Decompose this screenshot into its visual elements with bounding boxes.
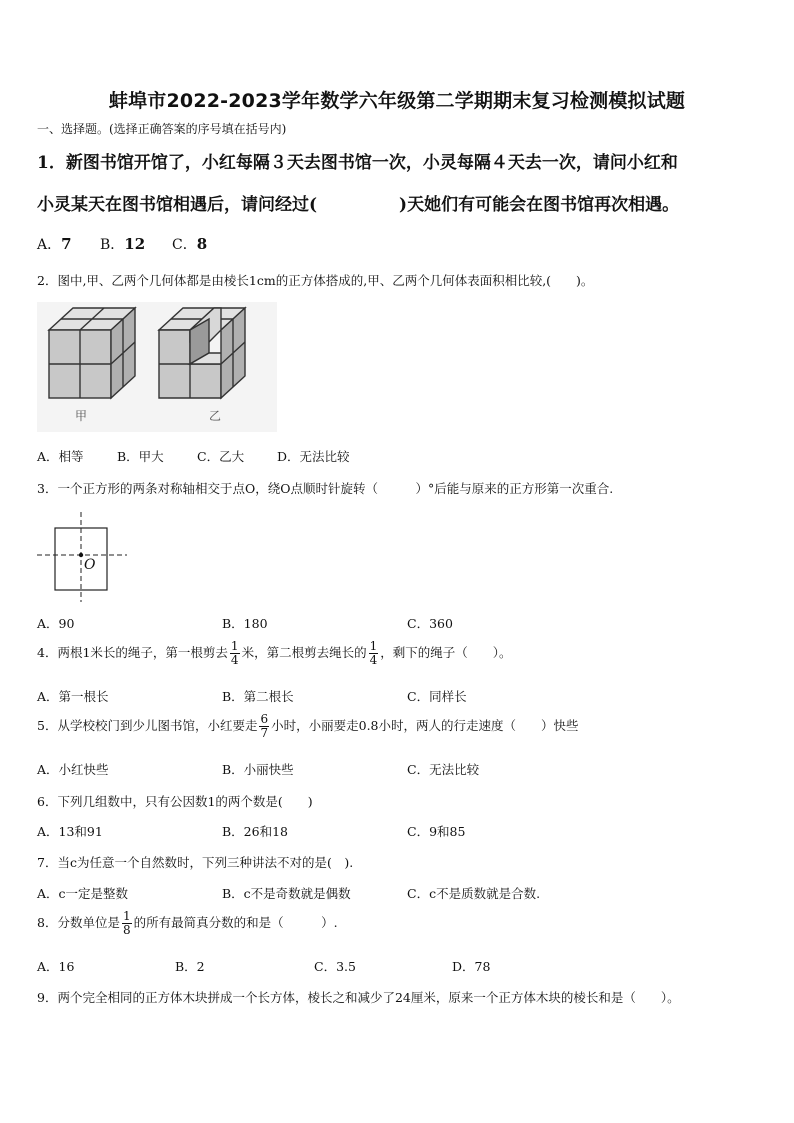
fraction-1-4-b	[369, 640, 379, 667]
fraction-denominator: 4	[369, 653, 378, 667]
q4-option-c: C．同样长	[407, 689, 467, 704]
fraction-6-7	[259, 713, 269, 740]
fraction-1-8	[122, 910, 132, 937]
question-8-part-b: 的所有最简真分数的和是（ ）.	[133, 915, 338, 930]
question-5-text	[37, 713, 579, 740]
question-4-part-c: ，剩下的绳子（ ）。	[380, 645, 512, 660]
q4-option-a: A．第一根长	[37, 689, 109, 704]
question-2-text: 2．图中,甲、乙两个几何体都是由棱长1cm的正方体搭成的,甲、乙两个几何体表面积相比较,( )。	[37, 273, 594, 288]
q8-option-a: A．16	[37, 959, 75, 974]
question-4-part-b: 米，第二根剪去绳长的	[241, 645, 367, 660]
option-value: 12	[124, 235, 146, 253]
fraction-numerator: 6	[260, 712, 269, 726]
fraction-denominator: 8	[122, 923, 131, 937]
q7-option-c: C．c不是质数就是合数.	[407, 886, 541, 901]
cube-yi	[159, 308, 245, 398]
question-1-line-2	[37, 190, 679, 215]
point-o-label: O	[84, 557, 96, 573]
fraction-1-4	[230, 640, 240, 667]
q2-option-a: A．相等	[37, 449, 84, 464]
question-1-text-b: )天她们有可能会在图书馆再次相遇。	[399, 195, 680, 215]
q1-option-c	[172, 234, 207, 254]
question-8-text	[37, 910, 338, 937]
option-value: 8	[196, 235, 208, 253]
option-value: 7	[61, 235, 72, 253]
q4-option-b: B．第二根长	[222, 689, 294, 704]
fraction-denominator: 4	[230, 653, 239, 667]
q8-option-b: B．2	[175, 959, 205, 974]
page-title: 蚌埠市2022-2023学年数学六年级第二学期期末复习检测模拟试题	[108, 90, 686, 112]
option-label: A．	[37, 237, 62, 253]
q2-option-b: B．甲大	[117, 449, 164, 464]
question-3-text: 3．一个正方形的两条对称轴相交于点O，绕O点顺时针旋转（ ）°后能与原来的正方形第一次重合.	[37, 481, 614, 496]
q2-option-d: D．无法比较	[277, 449, 350, 464]
question-5-part-a: 5．从学校校门到少儿图书馆，小红要走	[37, 718, 258, 733]
q8-option-d: D．78	[452, 959, 491, 974]
q7-option-b: B．c不是奇数就是偶数	[222, 886, 351, 901]
q8-option-c: C．3.5	[314, 959, 356, 974]
question-1-line-1: 1．新图书馆开馆了，小红每隔３天去图书馆一次，小灵每隔４天去一次，请问小红和	[37, 153, 678, 173]
q6-option-a: A．13和91	[37, 824, 103, 839]
q7-option-a: A．c一定是整数	[37, 886, 129, 901]
question-7-text: 7．当c为任意一个自然数时，下列三种讲法不对的是( ).	[37, 855, 354, 870]
section-heading: 一、选择题。(选择正确答案的序号填在括号内)	[37, 122, 287, 136]
cube-jia	[49, 308, 135, 398]
question-5-part-b: 小时，小丽要走0.8小时，两人的行走速度（ ）快些	[271, 718, 579, 733]
q1-option-b	[100, 234, 145, 254]
question-8-part-a: 8．分数单位是	[37, 915, 120, 930]
q6-option-c: C．9和85	[407, 824, 466, 839]
question-4-text	[37, 640, 511, 667]
fraction-numerator: 1	[122, 909, 131, 923]
figure-label-yi: 乙	[209, 409, 222, 423]
fraction-denominator: 7	[260, 726, 269, 740]
q3-option-b: B．180	[222, 616, 268, 631]
q3-option-a: A．90	[37, 616, 75, 631]
figure-label-jia: 甲	[75, 409, 88, 423]
option-label: C．	[172, 237, 197, 253]
fraction-numerator: 1	[230, 639, 239, 653]
q5-option-c: C．无法比较	[407, 762, 480, 777]
question-4-part-a: 4．两根1米长的绳子，第一根剪去	[37, 645, 228, 660]
q1-option-a	[37, 234, 72, 254]
center-point	[79, 553, 83, 557]
question-9-text: 9．两个完全相同的正方体木块拼成一个长方体，棱长之和减少了24厘米，原来一个正方体木块的棱长和是（ ）。	[37, 990, 680, 1005]
question-3-figure	[37, 512, 129, 604]
q3-option-c: C．360	[407, 616, 453, 631]
q2-option-c: C．乙大	[197, 449, 245, 464]
question-1-text-a: 小灵某天在图书馆相遇后，请问经过(	[37, 195, 318, 215]
q6-option-b: B．26和18	[222, 824, 288, 839]
question-2-figure	[37, 302, 277, 432]
option-label: B．	[100, 237, 125, 253]
question-6-text: 6．下列几组数中，只有公因数1的两个数是( )	[37, 794, 313, 809]
fraction-numerator: 1	[369, 639, 378, 653]
q5-option-b: B．小丽快些	[222, 762, 294, 777]
q5-option-a: A．小红快些	[37, 762, 109, 777]
